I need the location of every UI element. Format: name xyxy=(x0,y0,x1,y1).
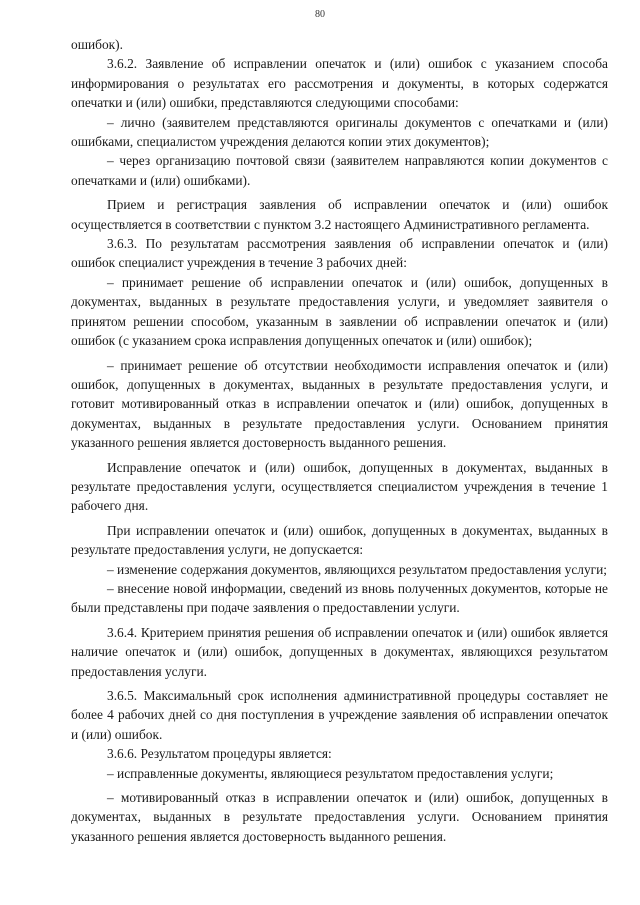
paragraph: Прием и регистрация заявления об исправлении опечаток и (или) ошибок осуществляется в соответствии с пунктом 3.2 настоящего Административного регламента. xyxy=(71,197,608,232)
paragraph: – через организацию почтовой связи (заявителем направляются копии документов с опечатками и (или) ошибками). xyxy=(71,153,608,188)
paragraph: 3.6.6. Результатом процедуры является: xyxy=(107,746,332,762)
paragraph: 3.6.4. Критерием принятия решения об исправлении опечаток и (или) ошибок является наличие опечаток и (или) ошибок, допущенных в документах, являющихся результатом предоставления услуги. xyxy=(71,624,608,679)
paragraph: – внесение новой информации, сведений из вновь полученных документов, которые не были представлены при подаче заявления о предоставлении услуги. xyxy=(71,580,608,616)
paragraph: – принимает решение об отсутствии необходимости исправления опечаток и (или) ошибок, допущенных в документах, выданных в результате предоставления услуги, и готовит мотивированный отказ в исправлении опечаток и (или) ошибок, допущенных в документах, выданных в результате предоставления услуги. Основанием принятия указанного решения является достоверность выданного решения. xyxy=(71,357,608,451)
paragraph: – принимает решение об исправлении опечаток и (или) ошибок, допущенных в документах, выданных в результате предоставления услуги, и уведомляет заявителя о принятом решении способом, указанным в заявлении об исправлении опечаток и (или) ошибок (с указанием срока исправления допущенных опечаток и (или) ошибок); xyxy=(71,274,608,349)
paragraph: При исправлении опечаток и (или) ошибок, допущенных в документах, выданных в результате предоставления услуги, не допускается: xyxy=(71,522,608,558)
paragraph: 3.6.3. По результатам рассмотрения заявления об исправлении опечаток и (или) ошибок специалист учреждения в течение 3 рабочих дней: xyxy=(71,236,608,271)
paragraph: – изменение содержания документов, являющихся результатом предоставления услуги; xyxy=(107,561,608,577)
paragraph: – исправленные документы, являющиеся результатом предоставления услуги; xyxy=(107,765,554,781)
document-body xyxy=(71,35,608,846)
paragraph: Исправление опечаток и (или) ошибок, допущенных в документах, выданных в результате предоставления услуги, осуществляется специалистом учреждения в течение 1 рабочего дня. xyxy=(71,459,608,514)
paragraph: – лично (заявителем представляются оригиналы документов с опечатками и (или) ошибками, специалистом учреждения делаются копии этих документов); xyxy=(71,114,608,150)
paragraph: – мотивированный отказ в исправлении опечаток и (или) ошибок, допущенных в документах, выданных в результате предоставления услуги. Основанием принятия указанного решения является достоверность выданного решения. xyxy=(71,790,608,844)
paragraph: 3.6.2. Заявление об исправлении опечаток и (или) ошибок с указанием способа информирования о результатах его рассмотрения и документы, в которых содержатся опечатки и (или) ошибки, представляются следующими способами: xyxy=(71,56,608,111)
paragraph: ошибок). xyxy=(71,37,123,52)
page-number: 80 xyxy=(315,9,325,20)
paragraph: 3.6.5. Максимальный срок исполнения административной процедуры составляет не более 4 рабочих дней со дня поступления в учреждение заявления об исправлении опечаток и (или) ошибок. xyxy=(71,688,608,742)
